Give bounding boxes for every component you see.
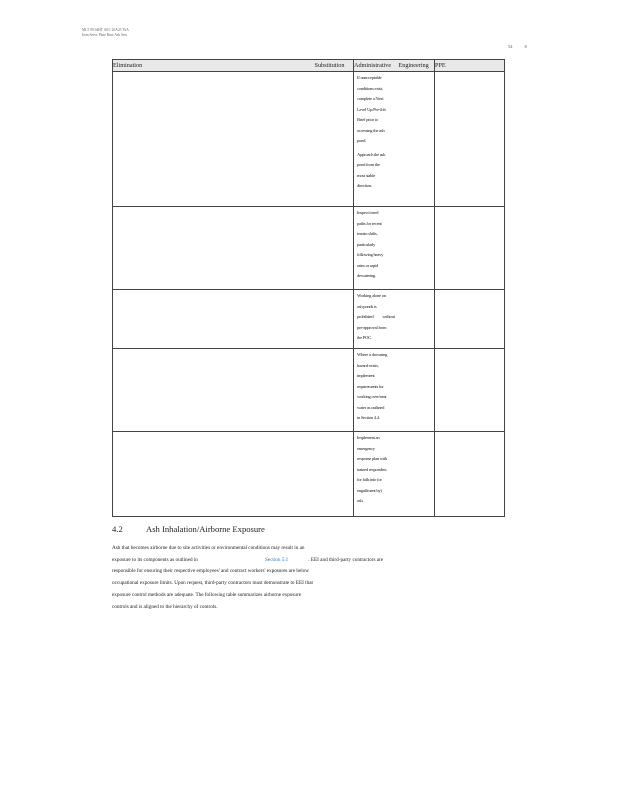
administrative-line: dewatering. bbox=[357, 273, 376, 278]
header-line-1: MLT 99 04HT A0/1 20A25 TkA bbox=[82, 28, 129, 32]
administrative-line: Where a drowning bbox=[357, 352, 388, 357]
administrative-line: following heavy bbox=[357, 252, 384, 257]
ppe-cell bbox=[435, 207, 505, 290]
administrative-paragraph bbox=[357, 150, 434, 192]
running-header bbox=[82, 28, 129, 38]
administrative-line: in Section 4.4. bbox=[357, 415, 380, 420]
section-title: Ash Inhalation/Airborne Exposure bbox=[146, 524, 265, 534]
administrative-paragraph bbox=[357, 291, 434, 344]
administrative-line: response plan with bbox=[357, 456, 387, 461]
page-number-b: 8 bbox=[524, 44, 527, 49]
header-engineering: Engineering bbox=[398, 62, 429, 69]
section-5-1-link[interactable]: Section 5.1 bbox=[264, 556, 289, 563]
page-number-a: 54 bbox=[508, 44, 513, 49]
administrative-line: the POC. bbox=[357, 335, 372, 340]
administrative-line: Approach the ash bbox=[357, 151, 386, 157]
administrative-cell bbox=[354, 432, 435, 517]
ppe-cell bbox=[435, 290, 505, 349]
table-row bbox=[113, 290, 505, 349]
administrative-line: implement bbox=[357, 373, 375, 378]
para-line-2 bbox=[112, 555, 442, 567]
administrative-line: If unacceptable bbox=[357, 75, 382, 80]
elim-sub-eng-cell bbox=[113, 290, 354, 349]
administrative-line: complete a Next bbox=[357, 96, 384, 101]
para-line-3: responsible for ensuring their respective employees' and contract workers' exposures are below bbox=[112, 568, 310, 575]
header-ppe: PPE bbox=[435, 60, 505, 72]
administrative-line: terrain shifts, bbox=[357, 231, 378, 236]
header-substitution: Substitution bbox=[314, 62, 345, 69]
administrative-line: Working alone on bbox=[357, 293, 386, 298]
administrative-cell bbox=[354, 72, 435, 207]
header-line-2: Item Serve Plate Base Ash Sets bbox=[82, 33, 128, 37]
administrative-line: Brief prior to bbox=[357, 117, 378, 122]
elim-sub-eng-cell bbox=[113, 72, 354, 207]
administrative-cell bbox=[354, 207, 435, 290]
table-row bbox=[113, 349, 505, 432]
ppe-cell bbox=[435, 349, 505, 432]
administrative-line: emergency bbox=[357, 445, 375, 451]
administrative-line: accessing the ash bbox=[357, 127, 385, 133]
administrative-line: water as outlined bbox=[357, 404, 385, 410]
administrative-paragraph bbox=[357, 208, 434, 282]
administrative-line: Level Up/Pre-Job bbox=[357, 106, 386, 112]
header-administrative: Administrative bbox=[354, 60, 435, 72]
administrative-line: requirements for bbox=[357, 383, 384, 389]
administrative-line: particularly bbox=[357, 241, 376, 247]
table-row bbox=[113, 207, 505, 290]
administrative-cell bbox=[354, 290, 435, 349]
hierarchy-of-controls-table bbox=[112, 59, 505, 517]
para-line-1: Ash that becomes airborne due to site activities or environmental conditions may result in an bbox=[112, 545, 305, 551]
table-row bbox=[113, 72, 505, 207]
para-line-6: controls and is aligned to the hierarchy of controls. bbox=[112, 603, 218, 610]
administrative-line: ash. bbox=[357, 498, 364, 503]
administrative-line: conditions exist, bbox=[357, 85, 383, 91]
para-line-5: exposure control methods are adequate. The following table summarizes airborne exposure bbox=[112, 591, 302, 598]
administrative-line: Inspect travel bbox=[357, 210, 379, 215]
administrative-line: pond. bbox=[357, 138, 367, 143]
para-line-2a: exposure to its components as outlined in bbox=[112, 556, 198, 563]
administrative-line: paths for recent bbox=[357, 220, 382, 226]
page-number bbox=[508, 44, 527, 49]
administrative-line: direction. bbox=[357, 183, 372, 188]
administrative-paragraph bbox=[357, 433, 434, 507]
administrative-line: Implement an bbox=[357, 435, 380, 440]
administrative-line: working over/near bbox=[357, 394, 387, 399]
administrative-line: for falls into (or bbox=[357, 477, 382, 482]
administrative-line: prohibited without bbox=[357, 314, 395, 319]
administrative-line: pre-approval from bbox=[357, 324, 387, 330]
elim-sub-eng-cell bbox=[113, 207, 354, 290]
administrative-line: most stable bbox=[357, 172, 376, 178]
administrative-cell bbox=[354, 349, 435, 432]
administrative-line: pond from the bbox=[357, 162, 380, 167]
ppe-cell bbox=[435, 432, 505, 517]
administrative-line: hazard exists, bbox=[357, 362, 379, 368]
section-heading bbox=[112, 524, 265, 534]
section-number: 4.2 bbox=[112, 524, 123, 534]
table-row bbox=[113, 432, 505, 517]
para-line-2b: . EEI and third-party contractors are bbox=[308, 556, 384, 563]
ppe-cell bbox=[435, 72, 505, 207]
elim-sub-eng-cell bbox=[113, 432, 354, 517]
table-header-row bbox=[113, 60, 505, 72]
administrative-line: trained responders bbox=[357, 466, 387, 472]
administrative-line: ash ponds is bbox=[357, 303, 377, 309]
administrative-line: engulfment by) bbox=[357, 487, 382, 493]
para-line-4: occupational exposure limits. Upon request, third-party contractors must demonstrate to EEI that bbox=[112, 580, 313, 587]
administrative-line: rains or rapid bbox=[357, 262, 378, 268]
section-paragraph bbox=[112, 543, 442, 613]
administrative-paragraph bbox=[357, 73, 434, 147]
administrative-paragraph bbox=[357, 350, 434, 424]
elim-sub-eng-cell bbox=[113, 349, 354, 432]
header-elimination: Elimination bbox=[113, 62, 143, 69]
